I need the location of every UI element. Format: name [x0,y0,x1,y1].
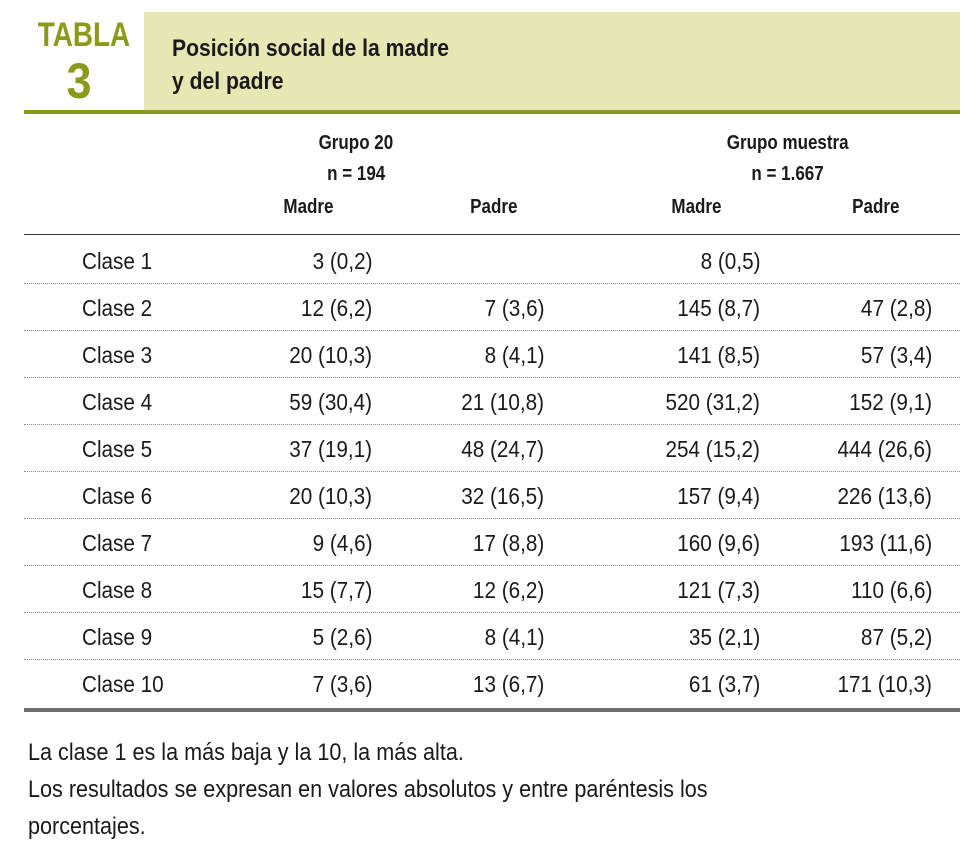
note-line-1: La clase 1 es la más baja y la 10, la más alta. [28,739,464,766]
cell-g20-madre: 20 (10,3) [289,342,372,368]
table-row [24,331,960,378]
cell-g20-madre: 3 (0,2) [312,248,372,274]
cell-gm-madre: 61 (3,7) [688,671,760,697]
cell-g20-padre: 7 (3,6) [484,295,544,321]
table-row [24,613,960,660]
cell-g20-padre: 21 (10,8) [461,389,544,415]
table-row [24,566,960,613]
row-label: Clase 5 [82,436,153,462]
table-row [24,425,960,472]
table-title [172,32,449,98]
cell-g20-padre: 32 (16,5) [461,483,544,509]
cell-g20-madre: 20 (10,3) [289,483,372,509]
cell-g20-madre: 9 (4,6) [312,530,372,556]
cell-g20-madre: 5 (2,6) [312,624,372,650]
row-label: Clase 6 [82,483,153,509]
row-label: Clase 4 [82,389,153,415]
cell-g20-padre: 48 (24,7) [461,436,544,462]
note-line-2: Los resultados se expresan en valores absolutos y entre paréntesis los [28,776,708,803]
table-bottom-rule [24,708,960,712]
title-box [144,12,960,112]
cell-gm-padre: 57 (3,4) [860,342,932,368]
table-header [24,12,960,114]
table-tag-word: TABLA [37,16,131,54]
cell-g20-madre: 15 (7,7) [300,577,372,603]
group-20-header [256,128,456,190]
cell-g20-padre: 13 (6,7) [472,671,544,697]
column-headers [24,114,960,236]
title-line-2: y del padre [172,68,284,95]
group-20-name: Grupo 20 [318,132,394,154]
cell-g20-madre: 59 (30,4) [289,389,372,415]
row-label: Clase 10 [82,671,164,697]
table-row [24,660,960,706]
table-row [24,237,960,284]
cell-gm-madre: 145 (8,7) [677,295,760,321]
row-label: Clase 2 [82,295,153,321]
cell-gm-madre: 141 (8,5) [677,342,760,368]
subheader-g20-madre: Madre [282,196,334,218]
table-tag [24,12,144,112]
group-muestra-name: Grupo muestra [727,132,849,154]
cell-gm-padre: 226 (13,6) [837,483,932,509]
cell-gm-padre: 171 (10,3) [837,671,932,697]
header-rule [24,234,960,235]
table-row [24,378,960,425]
table-row [24,284,960,331]
cell-gm-madre: 8 (0,5) [700,248,760,274]
table-row [24,519,960,566]
cell-gm-madre: 157 (9,4) [677,483,760,509]
cell-gm-padre: 152 (9,1) [849,389,932,415]
cell-gm-madre: 254 (15,2) [665,436,760,462]
cell-gm-madre: 160 (9,6) [677,530,760,556]
row-label: Clase 1 [82,248,153,274]
cell-g20-madre: 37 (19,1) [289,436,372,462]
row-label: Clase 3 [82,342,153,368]
group-muestra-n: n = 1.667 [751,163,825,185]
cell-g20-padre: 8 (4,1) [484,624,544,650]
table-row [24,472,960,519]
table-body [24,237,960,706]
note-line-3: porcentajes. [28,813,146,840]
subheader-g20-padre: Padre [470,196,518,218]
group-muestra-header [638,128,938,190]
table-number: 3 [66,53,92,109]
cell-gm-padre: 87 (5,2) [860,624,932,650]
subheader-gm-madre: Madre [670,196,722,218]
cell-g20-madre: 7 (3,6) [312,671,372,697]
cell-gm-madre: 35 (2,1) [688,624,760,650]
cell-gm-padre: 47 (2,8) [860,295,932,321]
cell-g20-padre: 17 (8,8) [472,530,544,556]
cell-gm-padre: 444 (26,6) [837,436,932,462]
cell-g20-padre: 8 (4,1) [484,342,544,368]
cell-gm-padre: 110 (6,6) [850,577,932,603]
group-20-n: n = 194 [326,163,386,185]
subheader-gm-padre: Padre [852,196,900,218]
row-label: Clase 7 [82,530,153,556]
cell-g20-padre: 12 (6,2) [472,577,544,603]
cell-gm-madre: 121 (7,3) [677,577,760,603]
cell-gm-padre: 193 (11,6) [839,530,932,556]
cell-gm-madre: 520 (31,2) [665,389,760,415]
cell-g20-madre: 12 (6,2) [300,295,372,321]
row-label: Clase 8 [82,577,153,603]
table-notes [28,734,958,845]
title-line-1: Posición social de la madre [172,35,450,62]
row-label: Clase 9 [82,624,153,650]
